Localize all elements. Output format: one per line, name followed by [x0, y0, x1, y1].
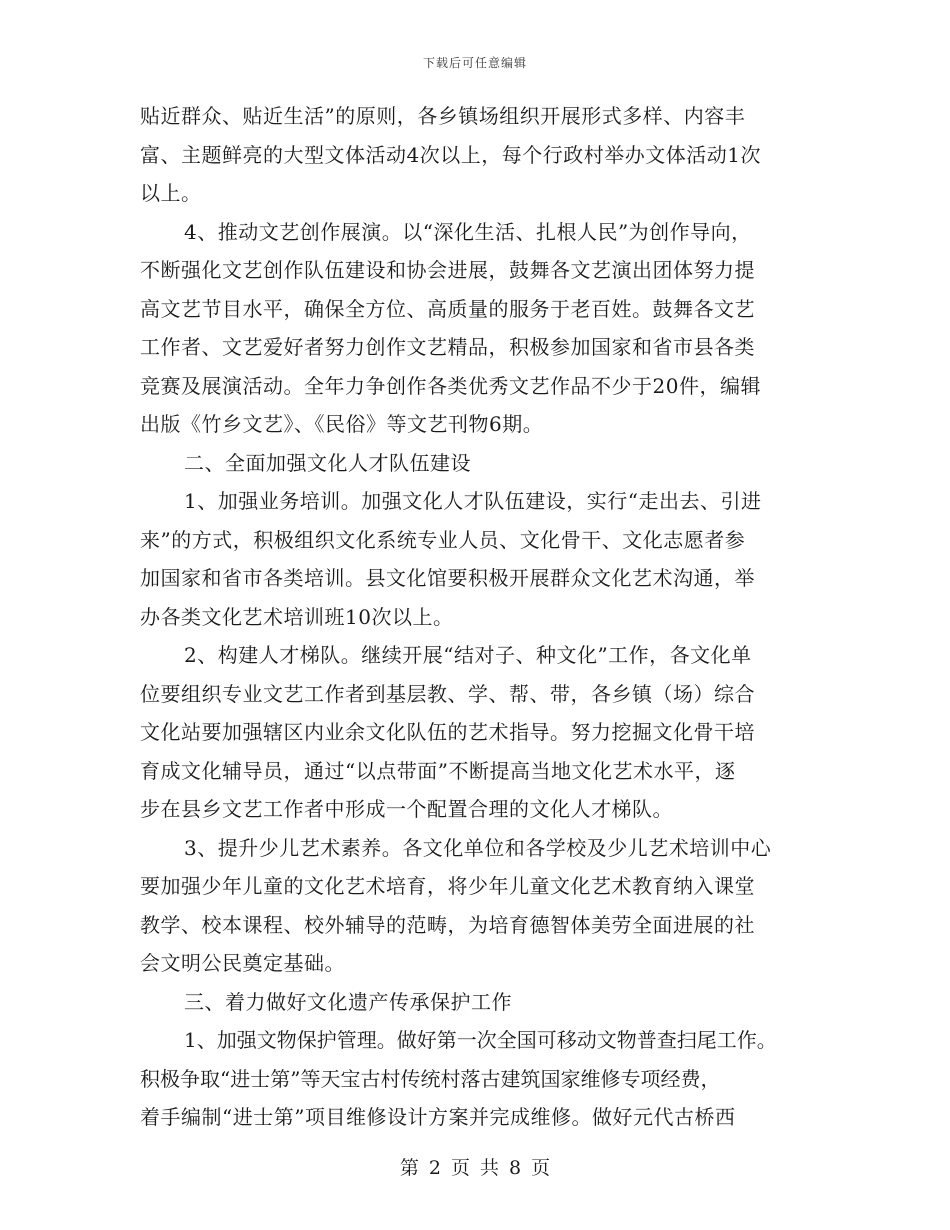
- text-line: 文化站要加强辖区内业余文化队伍的艺术指导。努力挖掘文化骨干培: [140, 720, 755, 744]
- paragraph-start-line: 4、推动文艺创作展演。以“深化生活、扎根人民”为创作导向，: [184, 219, 752, 244]
- text-line: 竞赛及展演活动。全年力争创作各类优秀文艺作品不少于20件，编辑: [140, 373, 761, 398]
- text-line: 高文艺节目水平，确保全方位、高质量的服务于老百姓。鼓舞各文艺: [140, 296, 755, 321]
- text-line: 工作者、文艺爱好者努力创作文艺精品，积极参加国家和省市县各类: [140, 335, 755, 359]
- paragraph-start-line: 1、加强业务培训。加强文化人才队伍建设，实行“走出去、引进: [184, 489, 762, 513]
- text-line: 来”的方式，积极组织文化系统专业人员、文化骨干、文化志愿者参: [140, 527, 746, 552]
- section-heading: 三、着力做好文化遗产传承保护工作: [184, 989, 512, 1014]
- text-line: 育成文化辅导员，通过“以点带面”不断提高当地文化艺术水平，逐: [140, 758, 736, 783]
- section-heading: 二、全面加强文化人才队伍建设: [184, 450, 471, 475]
- header-note: 下载后可任意编辑: [422, 56, 527, 70]
- text-line: 出版《竹乡文艺》、《民俗》等文艺刊物6期。: [140, 412, 544, 436]
- text-line: 教学、校本课程、校外辅导的范畴，为培育德智体美劳全面进展的社: [140, 912, 755, 937]
- text-line: 着手编制“进士第”项目维修设计方案并完成维修。做好元代古桥西: [140, 1105, 736, 1129]
- text-line: 要加强少年儿童的文化艺术培育，将少年儿童文化艺术教育纳入课堂: [140, 874, 755, 898]
- text-line: 位要组织专业文艺工作者到基层教、学、帮、带，各乡镇（场）综合: [140, 681, 755, 706]
- text-line: 不断强化文艺创作队伍建设和协会进展，鼓舞各文艺演出团体努力提: [140, 258, 755, 282]
- text-line: 贴近群众、贴近生活”的原则，各乡镇场组织开展形式多样、内容丰: [140, 104, 746, 128]
- document-body: [140, 97, 830, 1137]
- paragraph-start-line: 2、构建人才梯队。继续开展“结对子、种文化”工作，各文化单: [184, 643, 752, 667]
- paragraph-start-line: 3、提升少儿艺术素养。各文化单位和各学校及少儿艺术培训中心: [184, 835, 772, 860]
- text-line: 富、主题鲜亮的大型文体活动4次以上，每个行政村举办文体活动1次: [140, 142, 761, 167]
- text-line: 步在县乡文艺工作者中形成一个配置合理的文化人才梯队。: [140, 797, 673, 821]
- text-line: 办各类文化艺术培训班10次以上。: [140, 604, 454, 629]
- paragraph-start-line: 1、加强文物保护管理。做好第一次全国可移动文物普查扫尾工作。: [184, 1028, 777, 1052]
- page-number-footer: 第 2 页 共 8 页: [399, 1157, 551, 1179]
- text-line: 会文明公民奠定基础。: [140, 951, 345, 975]
- text-line: 以上。: [140, 181, 202, 205]
- text-line: 加国家和省市各类培训。县文化馆要积极开展群众文化艺术沟通，举: [140, 566, 755, 590]
- text-line: 积极争取“进士第”等天宝古村传统村落古建筑国家维修专项经费，: [140, 1066, 721, 1091]
